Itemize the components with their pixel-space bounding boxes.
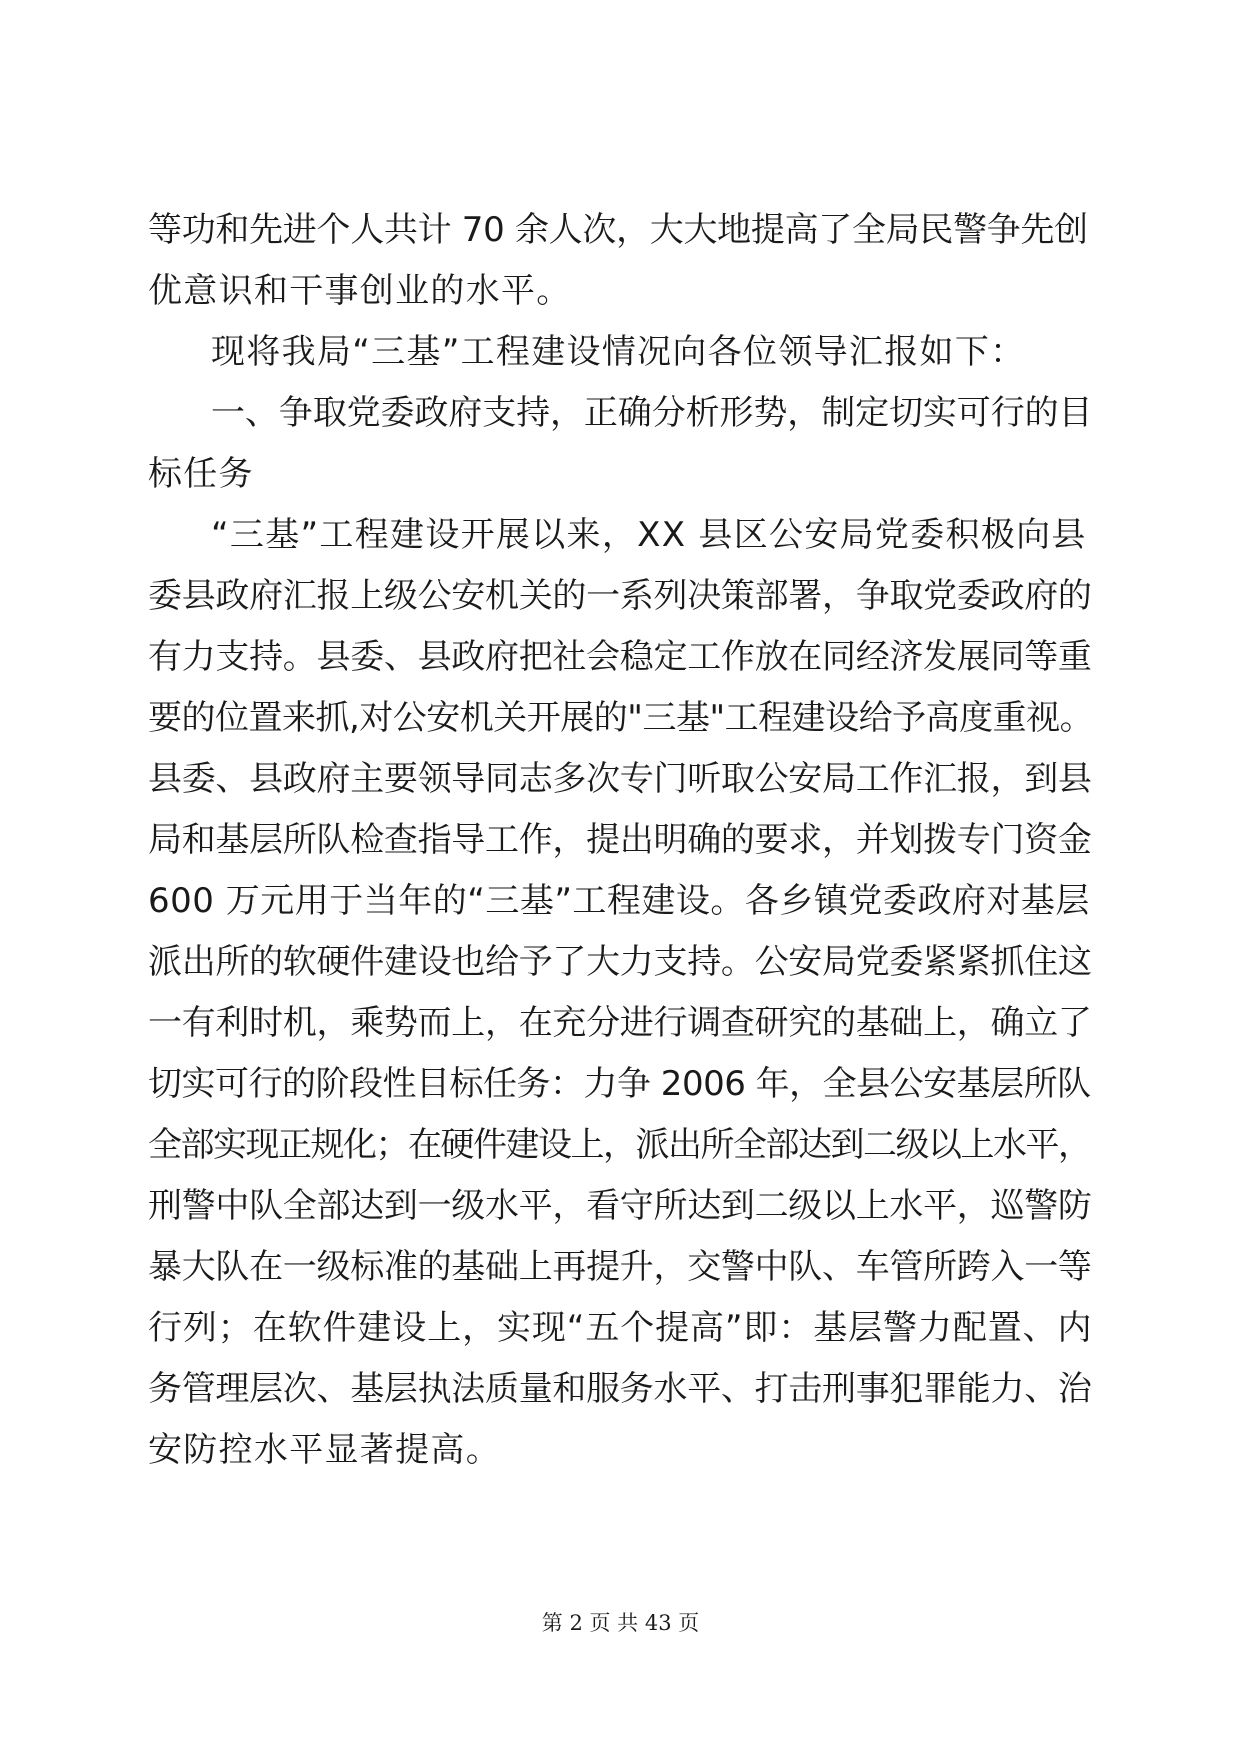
text-line: “三基”工程建设开展以来，XX 县区公安局党委积极向县 [211, 515, 1087, 555]
text-line: 现将我局“三基”工程建设情况向各位领导汇报如下： [211, 332, 1026, 372]
text-line: 优意识和干事创业的水平。 [148, 271, 572, 311]
text-line: 等功和先进个人共计 70 余人次，大大地提高了全局民警争先创 [148, 210, 1088, 250]
page-footer: 第 2 页 共 43 页 [541, 1611, 700, 1635]
text-line: 县委、县政府主要领导同志多次专门听取公安局工作汇报，到县 [148, 759, 1092, 799]
text-line: 务管理层次、基层执法质量和服务水平、打击刑事犯罪能力、治 [148, 1369, 1092, 1409]
text-line: 局和基层所队检查指导工作，提出明确的要求，并划拨专门资金 [148, 820, 1092, 860]
text-line: 暴大队在一级标准的基础上再提升，交警中队、车管所跨入一等 [148, 1247, 1092, 1287]
text-line: 一有利时机，乘势而上，在充分进行调查研究的基础上，确立了 [148, 1003, 1092, 1043]
text-line: 安防控水平显著提高。 [148, 1430, 501, 1470]
text-line: 行列；在软件建设上，实现“五个提高”即：基层警力配置、内 [148, 1308, 1093, 1348]
text-line: 一、争取党委政府支持，正确分析形势，制定切实可行的目 [211, 393, 1093, 433]
text-line: 派出所的软硬件建设也给予了大力支持。公安局党委紧紧抓住这 [148, 942, 1092, 982]
text-line: 刑警中队全部达到一级水平，看守所达到二级以上水平，巡警防 [148, 1186, 1092, 1226]
text-line: 委县政府汇报上级公安机关的一系列决策部署，争取党委政府的 [148, 576, 1092, 616]
text-line: 切实可行的阶段性目标任务：力争 2006 年，全县公安基层所队 [148, 1064, 1091, 1104]
text-line: 全部实现正规化；在硬件建设上，派出所全部达到二级以上水平， [148, 1125, 1091, 1165]
text-line: 标任务 [148, 454, 254, 494]
text-line: 要的位置来抓,对公安机关开展的"三基"工程建设给予高度重视。 [148, 698, 1094, 738]
text-line: 600 万元用于当年的“三基”工程建设。各乡镇党委政府对基层 [148, 881, 1090, 921]
text-line: 有力支持。县委、县政府把社会稳定工作放在同经济发展同等重 [148, 637, 1092, 677]
